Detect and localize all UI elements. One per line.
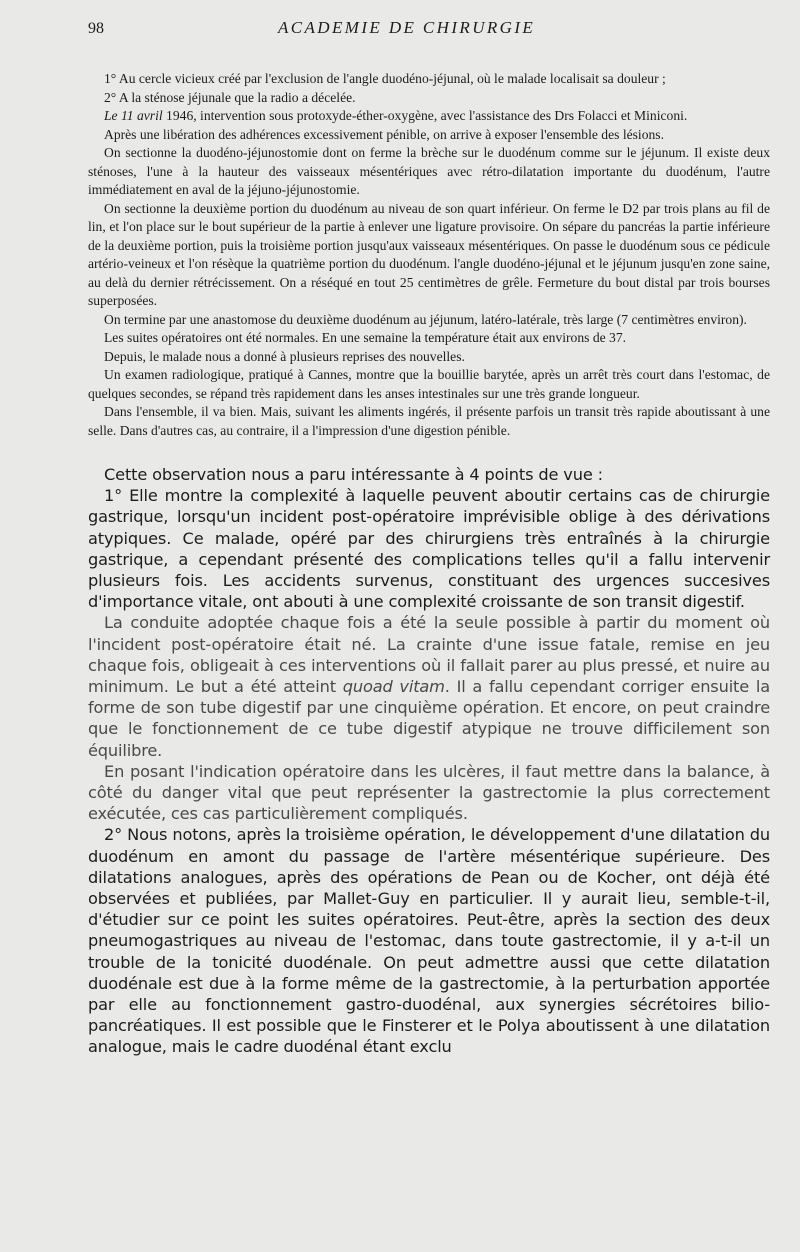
discussion-paragraph [88, 761, 770, 825]
case-paragraph [88, 107, 770, 126]
paragraph-text: Après une libération des adhérences excessivement pénible, on arrive à exposer l'ensemble des lésions. [104, 126, 664, 142]
discussion-paragraph [88, 464, 770, 485]
paragraph-text: Cette observation nous a paru intéressante à 4 points de vue : [104, 465, 603, 484]
paragraph-text: 1° Elle montre la complexité à laquelle peuvent aboutir certains cas de chirurgie gastrique, lorsqu'un incident post-opératoire imprévisible oblige à des dérivations atypiques. Ce malade, opéré par des chirurgiens très entraînés à la chirurgie gastrique, a cependant présenté des complications telles qu'il a fallu intervenir plusieurs fois. Les accidents survenus, constituant des urgences succesives d'importance vitale, ont abouti à une complexité croissante de son transit digestif. [88, 486, 770, 612]
paragraph-text: La conduite adoptée chaque fois a été la seule possible à partir du moment où l'incident post-opératoire était né. La crainte d'une issue fatale, remise en jeu chaque fois, obligeait à ces interventions où il fallait parer au plus pressé, et nuire au minimum. Le but a été atteint [88, 613, 770, 697]
case-paragraph [88, 70, 770, 89]
italic-text: Le 11 avril [104, 108, 163, 123]
paragraph-text: On sectionne la duodéno-jéjunostomie dont on ferme la brèche sur le duodénum comme sur le jéjunum. Il existe deux sténoses, l'une à la hauteur des vaisseaux mésentériques avec rétro-dilatation importante du duodénum, l'autre immédiatement en aval de la jéjuno-jéjunostomie. [88, 145, 770, 197]
paragraph-text: 2° A la sténose jéjunale que la radio a décelée. [104, 89, 356, 105]
paragraph-text: Un examen radiologique, pratiqué à Cannes, montre que la bouillie barytée, après un arrêt très court dans l'estomac, de quelques secondes, se répand très rapidement dans les anses intestinales sur une très grande longueur. [88, 367, 770, 401]
paragraph-text: On sectionne la deuxième portion du duodénum au niveau de son quart inférieur. On ferme le D2 par trois plans au fil de lin, et l'on place sur le bout supérieur de la partie à enlever une ligature provisoire. On sépare du pancréas la partie inférieure de la deuxième portion, puis la troisième portion jusqu'aux vaisseaux mésentériques. On passe le duodénum sous ce pédicule artério-veineux et l'on résèque la quatrième portion du duodénum. l'angle duodéno-jéjunal et le jéjunum jusqu'en zone saine, au delà du dernier rétrécissement. On a réséqué en tout 25 centimètres de grêle. Fermeture du bout distal par trois bourses superposées. [88, 200, 770, 308]
paragraph-text: 2° Nous notons, après la troisième opération, le développement d'une dilatation du duodénum en amont du passage de l'artère mésentérique supérieure. Des dilatations analogues, après des opérations de Pean ou de Kocher, ont déjà été observées et publiées, par Mallet-Guy en particulier. Il y aurait lieu, semble-t-il, d'étudier sur ce point les suites opératoires. Peut-être, après la section des deux pneumogastriques au niveau de l'estomac, dans toute gastrectomie, il y a-t-il un trouble de la tonicité duodénale. On peut admettre aussi que cette dilatation duodénale est due à la forme même de la gastrectomie, à la perturbation apportée par elle au fonctionnement gastro-duodénal, aux synergies sécrétoires bilio-pancréatiques. Il est possible que le Finsterer et le Polya aboutissent à une dilatation analogue, mais le cadre duodénal étant exclu [88, 825, 770, 1057]
case-paragraph [88, 200, 770, 311]
discussion-paragraph [88, 824, 770, 1057]
discussion-paragraph [88, 612, 770, 760]
paragraph-text: 1° Au cercle vicieux créé par l'exclusion de l'angle duodéno-jéjunal, où le malade localisait sa douleur ; [104, 71, 666, 86]
discussion-paragraph [88, 485, 770, 612]
journal-title: ACADEMIE DE CHIRURGIE [278, 18, 536, 37]
running-head [88, 18, 770, 44]
paragraph-text: Depuis, le malade nous a donné à plusieurs reprises des nouvelles. [104, 348, 465, 364]
case-paragraph [88, 329, 770, 348]
paragraph-text: . Il a fallu cependant corriger ensuite la forme de son tube digestif par une cinquième opération. Et encore, on peut craindre que le fonctionnement de ce tube digestif atypique ne trouve difficilement son équilibre. [88, 677, 770, 760]
case-report-section [88, 70, 770, 440]
paragraph-text: On termine par une anastomose du deuxième duodénum au jéjunum, latéro-latérale, très large (7 centimètres environ). [104, 311, 747, 327]
case-paragraph [88, 348, 770, 367]
discussion-section [88, 464, 770, 1058]
case-paragraph [88, 144, 770, 200]
paragraph-text: Dans l'ensemble, il va bien. Mais, suivant les aliments ingérés, il présente parfois un transit très rapide aboutissant à une selle. Dans d'autres cas, au contraire, il a l'impression d'une digestion pénible. [88, 404, 770, 438]
paragraph-text: Les suites opératoires ont été normales. En une semaine la température était aux environs de 37. [104, 330, 627, 345]
page-number: 98 [88, 20, 104, 37]
case-paragraph [88, 89, 770, 108]
case-paragraph [88, 126, 770, 145]
paragraph-text: 1946, intervention sous protoxyde-éther-oxygène, avec l'assistance des Drs Folacci et Miniconi. [162, 108, 688, 123]
case-paragraph [88, 403, 770, 440]
italic-text: quoad vitam [342, 677, 445, 697]
paragraph-text: En posant l'indication opératoire dans les ulcères, il faut mettre dans la balance, à côté du danger vital que peut représenter la gastrectomie la plus correctement exécutée, ces cas particulièrement compliqués. [88, 761, 770, 824]
case-paragraph [88, 311, 770, 330]
case-paragraph [88, 366, 770, 403]
